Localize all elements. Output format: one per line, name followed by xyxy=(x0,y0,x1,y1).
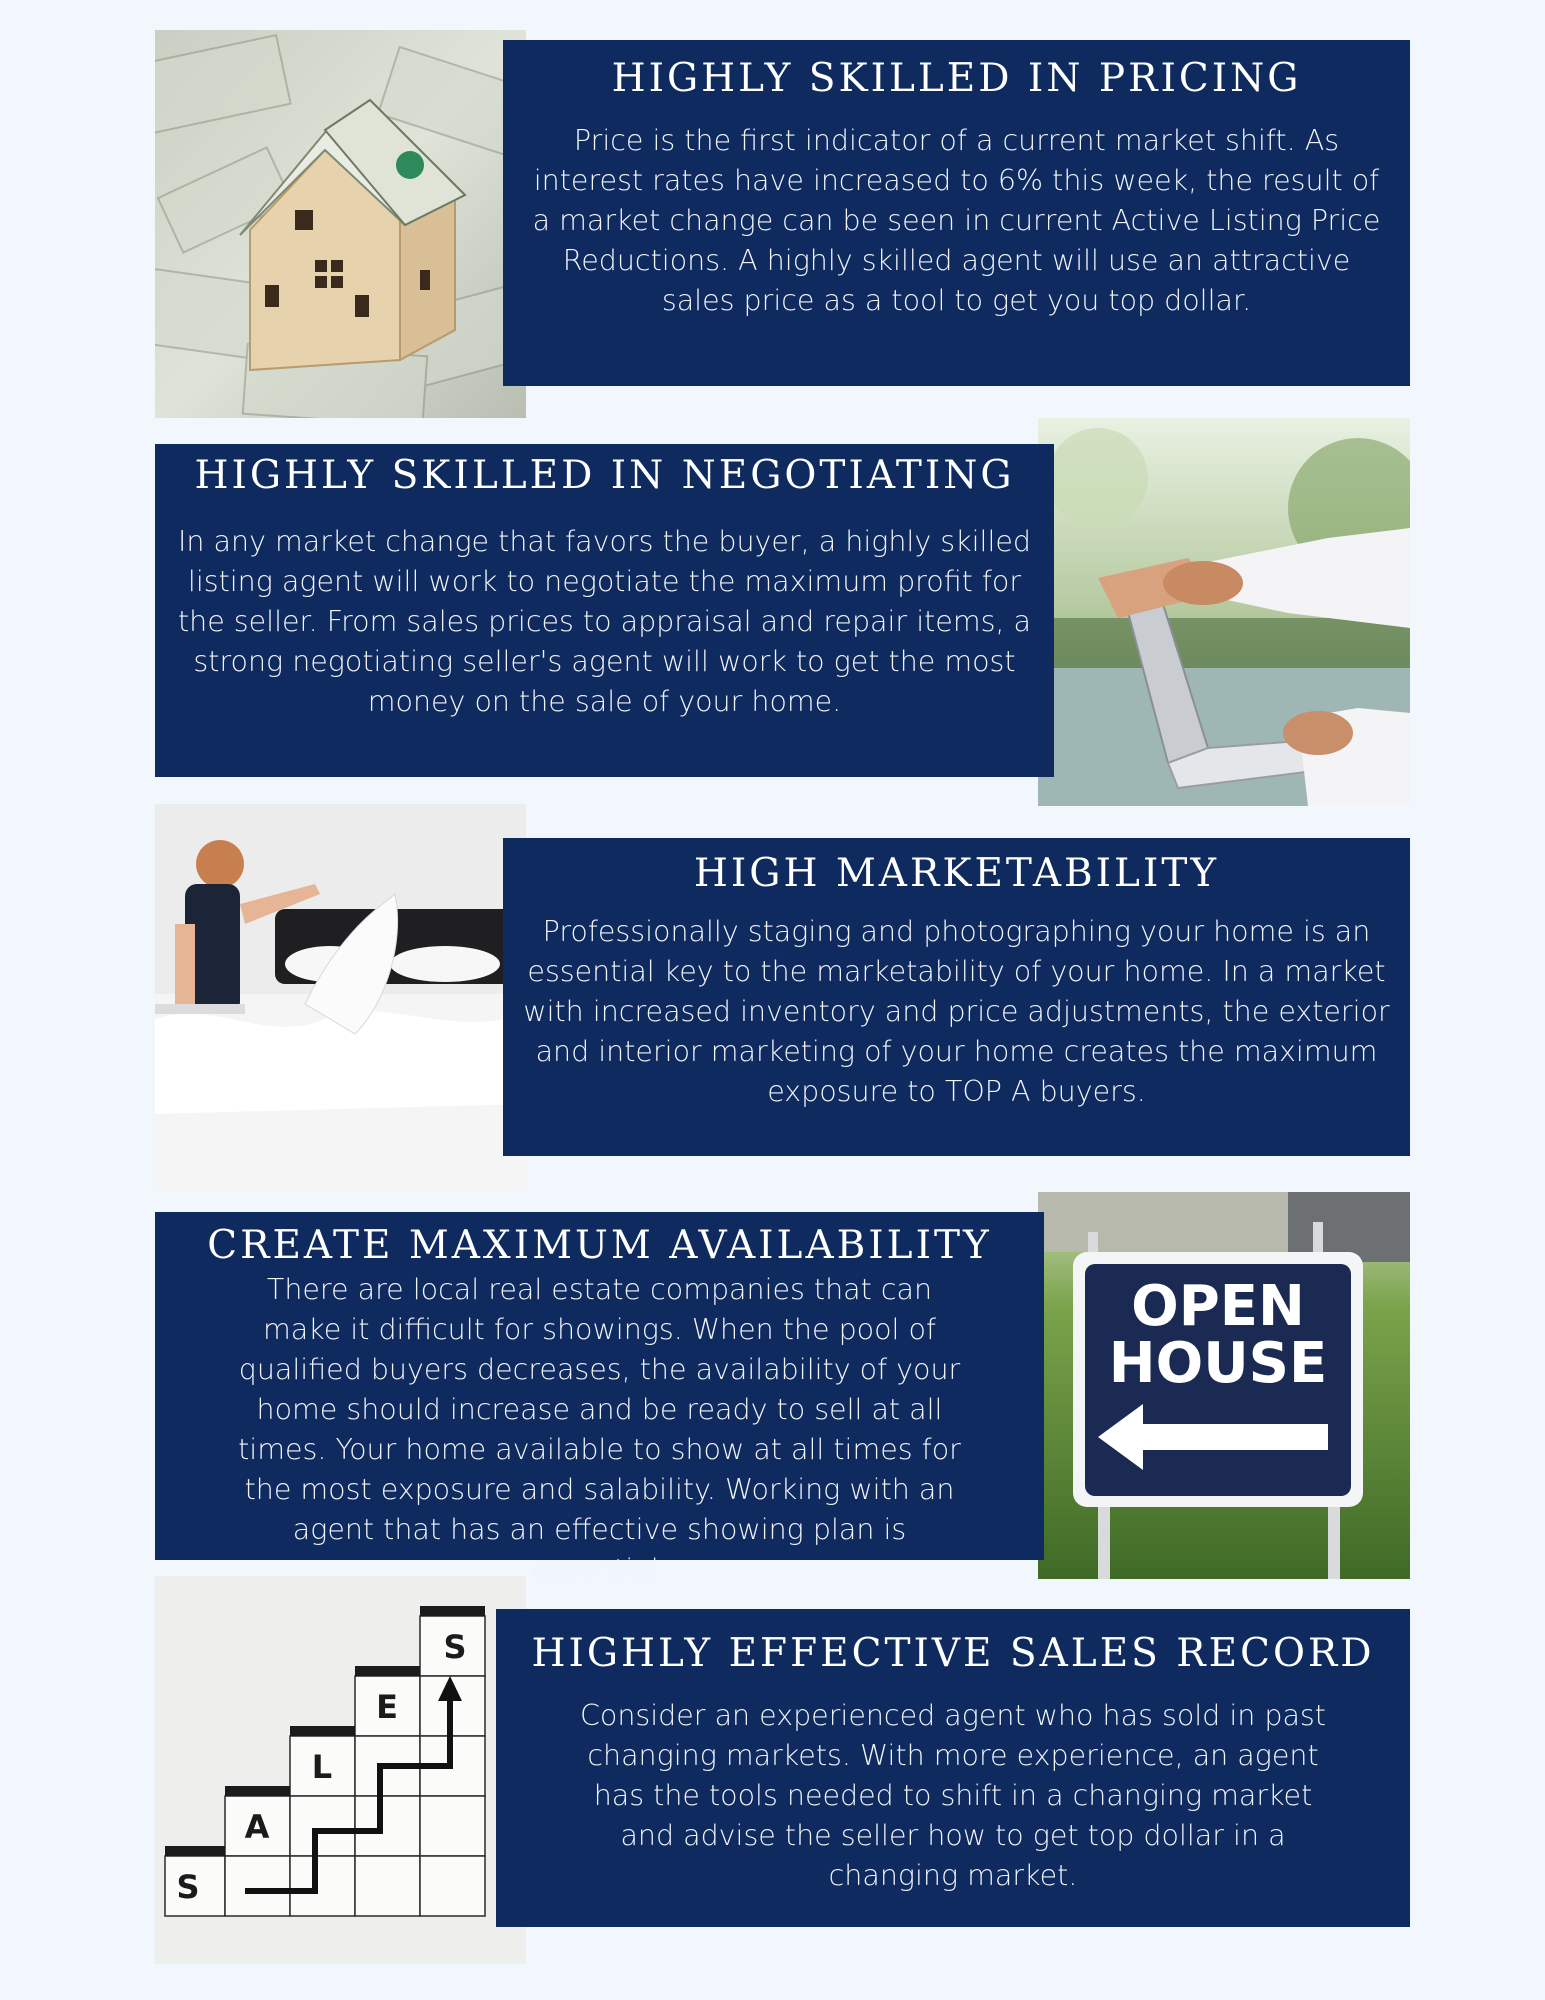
pricing-body: Price is the first indicator of a current market shift. As interest rates have increased to 6% this week, the result of a market change can be seen in current Active Listing Price Reductions. A highly skilled agent will use an attractive sales price as a tool to get you top dollar. xyxy=(532,123,1381,317)
marketability-body: Professionally staging and photographing your home is an essential key to the marketability of your home. In a market with increased inventory and price adjustments, the exterior and interior marketing of your home creates the maximum exposure to TOP A buyers. xyxy=(523,914,1390,1108)
block-letter-e: E xyxy=(376,1688,398,1726)
pricing-panel xyxy=(503,40,1410,386)
sales-record-body: Consider an experienced agent who has sold in past changing markets. With more experience, an agent has the tools needed to shift in a changing market and advise the seller how to get top dollar in a changing market. xyxy=(580,1698,1326,1892)
block-letter-l: L xyxy=(311,1748,333,1786)
sales-record-heading: HIGHLY EFFECTIVE SALES RECORD xyxy=(531,1631,1375,1676)
availability-panel xyxy=(155,1212,1044,1586)
availability-heading: CREATE MAXIMUM AVAILABILITY xyxy=(207,1223,992,1268)
marketability-heading: HIGH MARKETABILITY xyxy=(693,851,1220,896)
house-on-money-photo xyxy=(155,30,526,418)
staging-bed-photo xyxy=(155,804,526,1192)
sales-record-panel xyxy=(496,1609,1410,1927)
block-letter-a: A xyxy=(244,1808,270,1846)
pricing-heading: HIGHLY SKILLED IN PRICING xyxy=(611,56,1302,101)
block-letter-s2: S xyxy=(443,1628,467,1666)
negotiating-body: In any market change that favors the buyer, a highly skilled listing agent will work to negotiate the maximum profit for the seller. From sales prices to appraisal and repair items, a strong negotiating seller's agent will work to get the most money on the sale of your home. xyxy=(177,524,1032,718)
handshake-photo xyxy=(1038,418,1410,806)
sales-blocks-photo xyxy=(155,1576,526,1964)
negotiating-heading: HIGHLY SKILLED IN NEGOTIATING xyxy=(194,453,1015,498)
open-house-sign-house: HOUSE xyxy=(1108,1331,1328,1396)
negotiating-panel xyxy=(155,444,1054,777)
marketability-panel xyxy=(503,838,1410,1156)
availability-body: There are local real estate companies that can make it difficult for showings. When the pool of qualified buyers decreases, the availability of your home should increase and be ready to sell at all times. Your home available to show at all times for the most exposure and salability. Working with an agent that has an effective showing plan is essential. xyxy=(238,1272,961,1586)
block-letter-s1: S xyxy=(176,1868,200,1906)
open-house-sign-open: OPEN xyxy=(1131,1274,1305,1339)
open-house-sign-photo xyxy=(1038,1192,1410,1579)
